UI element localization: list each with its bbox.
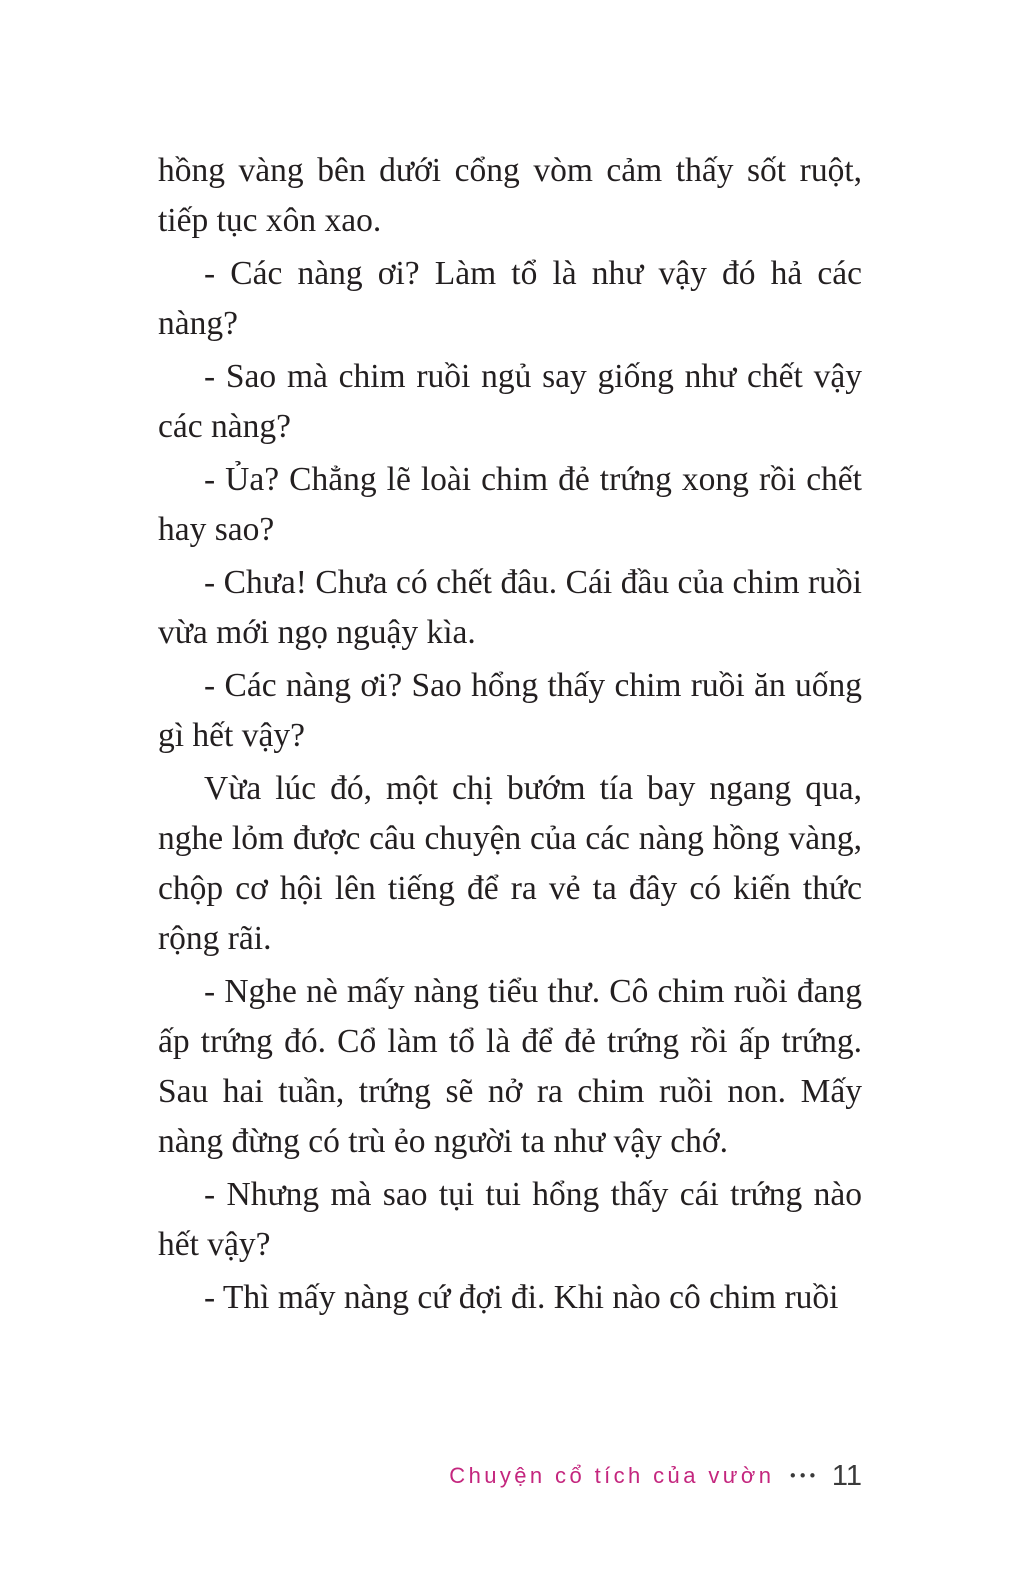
paragraph-1: hồng vàng bên dưới cổng vòm cảm thấy sốt ruột, tiếp tục xôn xao.: [158, 152, 862, 239]
paragraph-4: - Ủa? Chẳng lẽ loài chim đẻ trứng xong rồi chết hay sao?: [158, 461, 862, 548]
page-number: 11: [831, 1459, 862, 1492]
paragraph-2: - Các nàng ơi? Làm tổ là như vậy đó hả các nàng?: [158, 255, 862, 342]
paragraph-7: Vừa lúc đó, một chị bướm tía bay ngang qua, nghe lỏm được câu chuyện của các nàng hồng vàng, chộp cơ hội lên tiếng để ra vẻ ta đây có kiến thức rộng rãi.: [158, 770, 862, 957]
paragraph-3: - Sao mà chim ruồi ngủ say giống như chết vậy các nàng?: [158, 358, 862, 445]
paragraph-6: - Các nàng ơi? Sao hổng thấy chim ruồi ăn uống gì hết vậy?: [158, 667, 862, 754]
paragraph-9: - Nhưng mà sao tụi tui hổng thấy cái trứng nào hết vậy?: [158, 1176, 862, 1263]
page-footer: [0, 1454, 862, 1498]
running-title: Chuyện cổ tích của vườn: [449, 1463, 775, 1488]
paragraph-10: - Thì mấy nàng cứ đợi đi. Khi nào cô chim ruồi: [204, 1279, 839, 1316]
paragraph-8: - Nghe nè mấy nàng tiểu thư. Cô chim ruồi đang ấp trứng đó. Cổ làm tổ là để đẻ trứng rồi ấp trứng. Sau hai tuần, trứng sẽ nở ra chim ruồi non. Mấy nàng đừng có trù ẻo người ta như vậy chớ.: [158, 973, 862, 1160]
paragraph-5: - Chưa! Chưa có chết đâu. Cái đầu của chim ruồi vừa mới ngọ nguậy kìa.: [158, 564, 862, 651]
separator-dots: •••: [788, 1467, 818, 1485]
page-body: [158, 146, 862, 1326]
